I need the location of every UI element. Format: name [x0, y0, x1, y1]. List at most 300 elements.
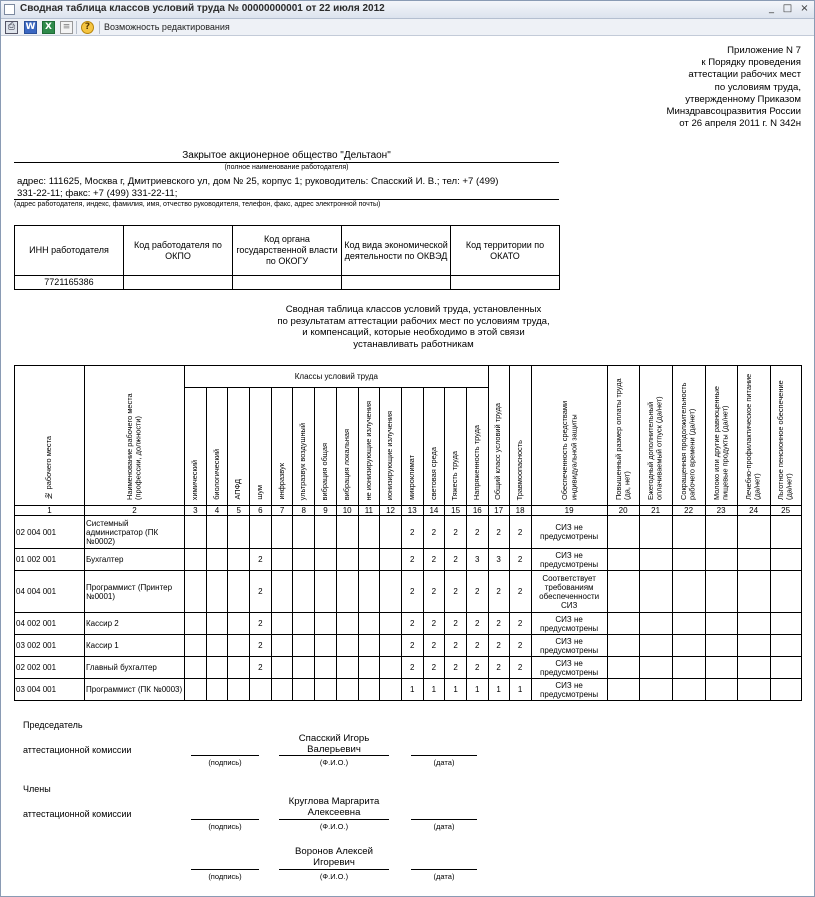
class-value-cell — [336, 571, 358, 613]
signature-caption: (подпись) — [208, 872, 242, 881]
overall-class-cell: 2 — [488, 516, 509, 549]
class-value-cell — [293, 613, 315, 635]
header-therapeutic-food: Лечебно-профилактическое питание (да/нет) — [737, 366, 770, 506]
class-value-cell — [293, 516, 315, 549]
document-icon[interactable]: ≡ — [60, 21, 73, 34]
class-value-cell — [206, 571, 228, 613]
class-value-cell — [315, 613, 337, 635]
appendix-line: к Порядку проведения — [701, 57, 801, 69]
compensation-cell — [705, 613, 737, 635]
class-value-cell: 2 — [423, 635, 445, 657]
class-value-cell — [228, 571, 250, 613]
workplace-number-cell: 03 004 001 — [15, 679, 85, 701]
column-number-cell: 2 — [85, 506, 185, 516]
ppe-cell: СИЗ не предусмотрены — [531, 679, 607, 701]
class-value-cell: 2 — [250, 571, 272, 613]
class-value-cell — [185, 657, 207, 679]
class-value-cell — [206, 516, 228, 549]
class-value-cell: 2 — [445, 635, 467, 657]
class-value-cell — [206, 657, 228, 679]
injury-hazard-cell: 2 — [509, 635, 531, 657]
member1-fio — [279, 796, 389, 818]
ppe-cell: СИЗ не предусмотрены — [531, 635, 607, 657]
class-value-cell: 2 — [423, 516, 445, 549]
workplace-name-cell: Бухгалтер — [85, 549, 185, 571]
class-value-cell — [380, 657, 402, 679]
compensation-cell — [737, 613, 770, 635]
class-value-cell: 2 — [466, 657, 488, 679]
table-row — [15, 657, 802, 679]
class-value-cell — [315, 679, 337, 701]
ppe-cell: СИЗ не предусмотрены — [531, 613, 607, 635]
fio-line: Алексеевна — [307, 807, 361, 818]
okogu-value — [233, 276, 342, 290]
class-value-cell — [271, 679, 293, 701]
table-row — [15, 571, 802, 613]
class-value-cell — [315, 635, 337, 657]
workplace-name-cell: Кассир 1 — [85, 635, 185, 657]
compensation-cell — [672, 516, 705, 549]
class-value-cell: 2 — [423, 571, 445, 613]
summary-title-line: и компенсаций, которые необходимо в этой связи — [302, 327, 525, 339]
signature-line — [191, 819, 259, 820]
table-row — [15, 549, 802, 571]
class-value-cell: 2 — [466, 516, 488, 549]
document-area — [1, 37, 814, 897]
compensation-cell — [607, 657, 639, 679]
table-row — [15, 516, 802, 549]
class-value-cell — [380, 613, 402, 635]
column-number-cell: 22 — [672, 506, 705, 516]
injury-hazard-cell: 1 — [509, 679, 531, 701]
column-number-cell: 20 — [607, 506, 639, 516]
employer-name-caption: (полное наименование работодателя) — [224, 164, 349, 171]
workplace-number-cell: 04 002 001 — [15, 613, 85, 635]
fio-line: Круглова Маргарита — [288, 796, 380, 807]
summary-title-line: по результатам аттестации рабочих мест по условиям труда, — [277, 315, 550, 327]
injury-hazard-cell: 2 — [509, 613, 531, 635]
class-value-cell: 2 — [250, 613, 272, 635]
class-value-cell: 1 — [423, 679, 445, 701]
compensation-cell — [672, 613, 705, 635]
compensation-cell — [770, 635, 801, 657]
class-value-cell: 2 — [466, 635, 488, 657]
column-number-cell: 11 — [358, 506, 380, 516]
compensation-cell — [672, 657, 705, 679]
header-class-column: ионизирующие излучения — [380, 388, 402, 506]
appendix-line: от 26 апреля 2011 г. N 342н — [679, 118, 801, 130]
signature-caption: (подпись) — [208, 822, 242, 831]
class-value-cell: 1 — [466, 679, 488, 701]
compensation-cell — [607, 613, 639, 635]
fio-caption: (Ф.И.О.) — [319, 822, 349, 831]
column-number-cell: 7 — [271, 506, 293, 516]
class-value-cell — [206, 549, 228, 571]
compensation-cell — [607, 679, 639, 701]
class-value-cell — [228, 516, 250, 549]
signature-line — [191, 755, 259, 756]
column-number-cell: 23 — [705, 506, 737, 516]
workplace-name-cell: Главный бухгалтер — [85, 657, 185, 679]
compensation-cell — [770, 549, 801, 571]
class-value-cell — [380, 516, 402, 549]
header-workplace-name: Наименование рабочего места (профессии, должности) — [85, 366, 185, 506]
class-value-cell: 2 — [445, 571, 467, 613]
compensation-cell — [705, 549, 737, 571]
divider — [14, 162, 559, 163]
class-value-cell: 2 — [445, 549, 467, 571]
class-value-cell: 2 — [401, 613, 423, 635]
class-value-cell — [293, 571, 315, 613]
column-number-cell: 13 — [401, 506, 423, 516]
column-number-cell: 21 — [639, 506, 672, 516]
class-value-cell: 2 — [250, 635, 272, 657]
ppe-cell: СИЗ не предусмотрены — [531, 549, 607, 571]
fio-caption: (Ф.И.О.) — [319, 758, 349, 767]
class-value-cell — [206, 679, 228, 701]
compensation-cell — [770, 657, 801, 679]
class-value-cell — [185, 571, 207, 613]
signature-line — [191, 869, 259, 870]
header-class-column: Тяжесть труда — [445, 388, 467, 506]
toolbar-separator — [76, 21, 77, 34]
class-value-cell — [228, 657, 250, 679]
workplace-number-cell: 02 004 001 — [15, 516, 85, 549]
class-value-cell: 2 — [423, 657, 445, 679]
injury-hazard-cell: 2 — [509, 516, 531, 549]
compensation-cell — [672, 571, 705, 613]
class-value-cell — [228, 635, 250, 657]
compensation-cell — [639, 549, 672, 571]
commission-label: аттестационной комиссии — [23, 809, 132, 819]
appendix-line: аттестации рабочих мест — [688, 69, 801, 81]
compensation-cell — [737, 549, 770, 571]
overall-class-cell: 2 — [488, 613, 509, 635]
members-label: Члены — [23, 784, 51, 794]
class-value-cell — [336, 679, 358, 701]
class-value-cell — [336, 516, 358, 549]
compensation-cell — [705, 635, 737, 657]
column-number-cell: 1 — [15, 506, 85, 516]
header-increased-pay: Повышенный размер оплаты труда (да, нет) — [607, 366, 639, 506]
header-class-column: вибрация общая — [315, 388, 337, 506]
working-conditions-table — [14, 365, 802, 701]
date-caption: (дата) — [433, 822, 455, 831]
employer-address-line: адрес: 111625, Москва г, Дмитриевского ул, дом № 25, корпус 1; руководитель: Спасский И. В.; тел: +7 (499) — [17, 176, 499, 187]
toolbar-separator — [99, 21, 100, 34]
table-row — [15, 635, 802, 657]
injury-hazard-cell: 2 — [509, 657, 531, 679]
column-number-cell: 15 — [445, 506, 467, 516]
class-value-cell — [271, 613, 293, 635]
header-milk-products: Молоко или другие равноценные пищевые продукты (да/нет) — [705, 366, 737, 506]
fio-line: Игоревич — [313, 857, 355, 868]
toolbar — [1, 19, 814, 36]
fio-line-rule — [279, 819, 389, 820]
class-value-cell — [336, 613, 358, 635]
class-value-cell: 2 — [466, 571, 488, 613]
employer-name: Закрытое акционерное общество "Дельтаон" — [182, 150, 391, 161]
injury-hazard-cell: 2 — [509, 571, 531, 613]
class-value-cell — [380, 679, 402, 701]
fio-caption: (Ф.И.О.) — [319, 872, 349, 881]
workplace-name-cell: Программист (Принтер №0001) — [85, 571, 185, 613]
compensation-cell — [639, 635, 672, 657]
class-value-cell — [380, 635, 402, 657]
codes-header-cell: ИНН работодателя — [15, 226, 124, 276]
column-number-cell: 5 — [228, 506, 250, 516]
column-number-cell: 9 — [315, 506, 337, 516]
employer-codes-table — [14, 225, 560, 290]
compensation-cell — [705, 571, 737, 613]
class-value-cell — [271, 571, 293, 613]
compensation-cell — [672, 679, 705, 701]
column-number-cell: 19 — [531, 506, 607, 516]
compensation-cell — [705, 516, 737, 549]
compensation-cell — [639, 571, 672, 613]
class-value-cell — [271, 549, 293, 571]
fio-line: Воронов Алексей — [295, 846, 373, 857]
header-reduced-hours: Сокращенная продолжительность рабочего времени (да/нет) — [672, 366, 705, 506]
class-value-cell — [315, 571, 337, 613]
column-number-cell: 18 — [509, 506, 531, 516]
appendix-block — [667, 45, 802, 130]
codes-header-cell: Код работодателя по ОКПО — [124, 226, 233, 276]
class-value-cell — [228, 549, 250, 571]
class-value-cell — [358, 571, 380, 613]
compensation-cell — [639, 516, 672, 549]
okved-value — [342, 276, 451, 290]
fio-line: Спасский Игорь — [298, 733, 370, 744]
title-bar — [1, 1, 814, 19]
compensation-cell — [705, 679, 737, 701]
overall-class-cell: 3 — [488, 549, 509, 571]
overall-class-cell: 1 — [488, 679, 509, 701]
workplace-number-cell: 02 002 001 — [15, 657, 85, 679]
overall-class-cell: 2 — [488, 657, 509, 679]
date-caption: (дата) — [433, 872, 455, 881]
class-value-cell: 3 — [466, 549, 488, 571]
signature-caption: (подпись) — [208, 758, 242, 767]
header-class-column: Напряженность труда — [466, 388, 488, 506]
class-value-cell: 2 — [401, 516, 423, 549]
column-number-cell: 3 — [185, 506, 207, 516]
compensation-cell — [770, 613, 801, 635]
date-caption: (дата) — [433, 758, 455, 767]
compensation-cell — [607, 571, 639, 613]
class-value-cell — [206, 635, 228, 657]
class-value-cell: 1 — [445, 679, 467, 701]
appendix-line: Минздравсоцразвития России — [666, 106, 801, 118]
header-ppe-provision: Обеспеченность средствами индивидуальной защиты — [531, 366, 607, 506]
header-classes-group: Классы условий труда — [185, 366, 489, 388]
header-class-column: не ионизирующие излучения — [358, 388, 380, 506]
header-class-column: химический — [185, 388, 207, 506]
word-icon[interactable]: W — [25, 22, 36, 32]
class-value-cell — [185, 549, 207, 571]
workplace-name-cell: Кассир 2 — [85, 613, 185, 635]
header-class-column: вибрация локальная — [336, 388, 358, 506]
fio-line-rule — [279, 755, 389, 756]
employer-address-caption: (адрес работодателя, индекс, фамилия, имя, отчество руководителя, телефон, факс, адрес электронной почты) — [14, 201, 381, 208]
class-value-cell: 2 — [250, 657, 272, 679]
class-value-cell — [315, 657, 337, 679]
workplace-name-cell: Системный администратор (ПК №0002) — [85, 516, 185, 549]
summary-title-line: устанавливать работникам — [353, 338, 474, 350]
summary-title-line: Сводная таблица классов условий труда, установленных — [285, 304, 542, 315]
class-value-cell: 2 — [401, 549, 423, 571]
header-class-column: шум — [250, 388, 272, 506]
date-line — [411, 869, 477, 870]
header-class-column: АПФД — [228, 388, 250, 506]
appendix-line: по условиям труда, — [714, 81, 801, 93]
class-value-cell — [380, 571, 402, 613]
column-number-cell: 12 — [380, 506, 402, 516]
class-value-cell — [358, 613, 380, 635]
maximize-button[interactable]: □ — [782, 3, 793, 14]
edit-mode-toggle[interactable]: Возможность редактирования — [104, 22, 230, 32]
printer-icon[interactable]: ⎙ — [5, 21, 18, 34]
table-row — [15, 613, 802, 635]
codes-header-cell: Код вида экономической деятельности по ОКВЭД — [342, 226, 451, 276]
compensation-cell — [737, 657, 770, 679]
header-class-column: микроклимат — [401, 388, 423, 506]
chair-fio — [279, 733, 389, 755]
overall-class-cell: 2 — [488, 571, 509, 613]
header-pension: Льготное пенсионное обеспечение (да/нет) — [770, 366, 801, 506]
class-value-cell — [358, 679, 380, 701]
class-value-cell — [293, 635, 315, 657]
column-number-cell: 17 — [488, 506, 509, 516]
column-number-cell: 25 — [770, 506, 801, 516]
compensation-cell — [639, 657, 672, 679]
class-value-cell: 2 — [466, 613, 488, 635]
compensation-cell — [737, 571, 770, 613]
class-value-cell — [185, 613, 207, 635]
okato-value — [451, 276, 560, 290]
class-value-cell: 2 — [401, 635, 423, 657]
employer-address-line: 331-22-11; факс: +7 (499) 331-22-11; — [17, 188, 178, 199]
class-value-cell — [206, 613, 228, 635]
compensation-cell — [770, 516, 801, 549]
class-value-cell — [185, 679, 207, 701]
class-value-cell — [315, 516, 337, 549]
class-value-cell — [358, 635, 380, 657]
header-overall-class: Общий класс условий труда — [488, 366, 509, 506]
workplace-number-cell: 01 002 001 — [15, 549, 85, 571]
class-value-cell — [358, 657, 380, 679]
class-value-cell: 2 — [423, 549, 445, 571]
class-value-cell: 2 — [423, 613, 445, 635]
ppe-cell: СИЗ не предусмотрены — [531, 657, 607, 679]
header-workplace-number: № рабочего места — [15, 366, 85, 506]
class-value-cell: 2 — [401, 657, 423, 679]
compensation-cell — [770, 571, 801, 613]
fio-line: Валерьевич — [307, 744, 361, 755]
class-value-cell — [358, 549, 380, 571]
class-value-cell — [271, 657, 293, 679]
minimize-button[interactable]: _ — [769, 3, 774, 14]
table-row — [15, 679, 802, 701]
close-button[interactable]: × — [800, 3, 809, 14]
class-value-cell: 2 — [250, 549, 272, 571]
codes-header-cell: Код органа государственной власти по ОКОГУ — [233, 226, 342, 276]
class-value-cell: 1 — [401, 679, 423, 701]
compensation-cell — [737, 679, 770, 701]
compensation-cell — [607, 635, 639, 657]
column-number-cell: 6 — [250, 506, 272, 516]
class-value-cell — [336, 657, 358, 679]
compensation-cell — [672, 549, 705, 571]
injury-hazard-cell: 2 — [509, 549, 531, 571]
class-value-cell — [228, 679, 250, 701]
codes-header-cell: Код территории по ОКАТО — [451, 226, 560, 276]
header-extra-leave: Ежегодный дополнительный оплачиваемый отпуск (да/нет) — [639, 366, 672, 506]
class-value-cell: 2 — [401, 571, 423, 613]
header-injury-hazard: Травмоопасность — [509, 366, 531, 506]
appendix-line: Приложение N 7 — [727, 45, 801, 56]
document-window-icon — [4, 4, 15, 15]
class-value-cell — [293, 679, 315, 701]
workplace-number-cell: 04 004 001 — [15, 571, 85, 613]
okpo-value — [124, 276, 233, 290]
compensation-cell — [639, 679, 672, 701]
compensation-cell — [639, 613, 672, 635]
ppe-cell: Соответствует требованиям обеспеченности СИЗ — [531, 571, 607, 613]
fio-line-rule — [279, 869, 389, 870]
class-value-cell — [228, 613, 250, 635]
workplace-name-cell: Программист (ПК №0003) — [85, 679, 185, 701]
class-value-cell — [358, 516, 380, 549]
header-class-column: биологический — [206, 388, 228, 506]
summary-title — [221, 304, 606, 350]
class-value-cell — [293, 549, 315, 571]
class-value-cell — [271, 516, 293, 549]
help-icon[interactable]: ? — [81, 21, 94, 34]
member2-fio — [279, 846, 389, 868]
inn-value: 7721165386 — [15, 276, 124, 290]
class-value-cell — [271, 635, 293, 657]
workplace-number-cell: 03 002 001 — [15, 635, 85, 657]
overall-class-cell: 2 — [488, 635, 509, 657]
class-value-cell — [185, 516, 207, 549]
class-value-cell — [336, 549, 358, 571]
class-value-cell — [315, 549, 337, 571]
header-class-column: инфразвук — [271, 388, 293, 506]
compensation-cell — [672, 635, 705, 657]
column-number-cell: 16 — [466, 506, 488, 516]
chair-label: Председатель — [23, 720, 83, 730]
appendix-line: утвержденному Приказом — [685, 93, 801, 105]
header-class-column: ультразвук воздушный — [293, 388, 315, 506]
compensation-cell — [737, 516, 770, 549]
window-title: Сводная таблица классов условий труда № 00000000001 от 22 июля 2012 — [20, 3, 385, 14]
header-class-column: световая среда — [423, 388, 445, 506]
class-value-cell — [250, 679, 272, 701]
compensation-cell — [770, 679, 801, 701]
column-number-cell: 24 — [737, 506, 770, 516]
commission-label: аттестационной комиссии — [23, 745, 132, 755]
date-line — [411, 755, 477, 756]
class-value-cell — [293, 657, 315, 679]
excel-icon[interactable]: X — [42, 21, 55, 34]
date-line — [411, 819, 477, 820]
compensation-cell — [607, 549, 639, 571]
column-number-cell: 14 — [423, 506, 445, 516]
column-number-cell: 8 — [293, 506, 315, 516]
class-value-cell: 2 — [445, 657, 467, 679]
class-value-cell — [380, 549, 402, 571]
